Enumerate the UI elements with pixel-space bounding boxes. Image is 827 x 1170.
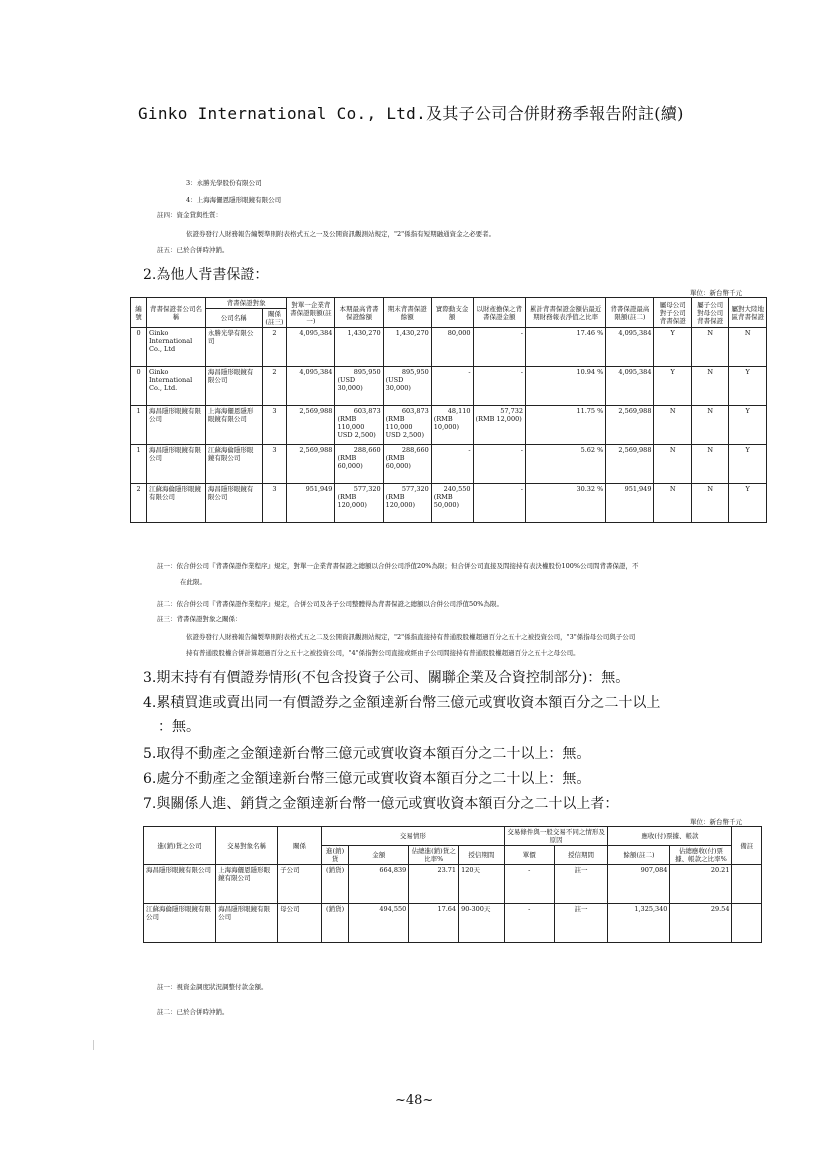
- section-2-title: 2.為他人背書保證：: [143, 267, 269, 283]
- cell-price: -: [504, 865, 554, 904]
- cell-limit-value: 2,569,988: [299, 446, 333, 454]
- cell-max_limit: [606, 484, 654, 523]
- cell-cn: [729, 406, 767, 445]
- cell-target-value: 永勝光學有限公司: [207, 329, 254, 345]
- cell-cn-value: N: [744, 329, 751, 337]
- cell-p2s: [654, 445, 691, 484]
- cell-max: [335, 328, 383, 367]
- col-max-limit: 背書保證最高限額(註二): [606, 298, 654, 328]
- col-type: 進(銷)貨: [321, 846, 348, 865]
- cell-s2p-value: N: [707, 368, 714, 376]
- cell-end-value: 603,873: [401, 407, 429, 415]
- col-credit2: 授信期間: [554, 846, 608, 865]
- cell-endorser-value: 江蘇海倫隱形眼鏡有限公司: [149, 485, 202, 501]
- cell-ratio-value: 5.62 %: [580, 446, 604, 454]
- cell-end-value: 288,660: [401, 446, 429, 454]
- cell-max-value: 603,873: [353, 407, 381, 415]
- cell-s2p: [691, 328, 728, 367]
- cell-s2p-value: N: [707, 485, 714, 493]
- col-remark: 備註: [732, 827, 762, 865]
- s7-note: 註一：視資金調度狀況調整付款金額。: [157, 983, 268, 991]
- cell-target: [205, 328, 262, 367]
- section-5: 5.取得不動產之金額達新台幣三億元或實收資本額百分之二十以上：無。: [143, 746, 591, 762]
- cell-actual-sub: (RMB 50,000): [433, 493, 460, 509]
- cell-ratio-value: 11.75 %: [576, 407, 604, 415]
- cell-ratio: [526, 445, 606, 484]
- cell-max: [335, 367, 383, 406]
- col-relation: 關係: [278, 827, 322, 865]
- cell-collateral: [473, 406, 525, 445]
- section-6: 6.處分不動產之金額達新台幣三億元或實收資本額百分之二十以上：無。: [143, 771, 591, 787]
- s2-note: 在此限。: [180, 578, 206, 586]
- cell-cn: [729, 328, 767, 367]
- cell-endorser: [147, 445, 206, 484]
- cell-p2s-value: N: [669, 407, 676, 415]
- col-endorser: 背書保證者公司名稱: [147, 298, 206, 328]
- cell-relation-value: 2: [272, 329, 277, 337]
- cell-max_limit-value: 4,095,384: [618, 368, 652, 376]
- col-pct: 佔總進(銷)貨之比率%: [409, 846, 459, 865]
- cell-max-value: 1,430,270: [347, 329, 381, 337]
- section-4-cont: ：無。: [158, 719, 200, 735]
- cell-bal_pct: 20.21: [670, 865, 732, 904]
- cell-end: [383, 484, 431, 523]
- col-mainland: 屬對大陸地區背書保證: [729, 298, 767, 328]
- cell-end-sub: (RMB 60,000): [385, 454, 411, 470]
- cell-collateral-value: 57,732: [500, 407, 523, 415]
- cell-ratio: [526, 328, 606, 367]
- col-bal-pct: 佔總應收(付)票據、帳款之比率%: [670, 846, 732, 865]
- cell-limit-value: 2,569,988: [299, 407, 333, 415]
- cell-max_limit: [606, 367, 654, 406]
- cell-s2p: [691, 367, 728, 406]
- unit-label: 單位：新台幣千元: [690, 289, 742, 297]
- col-no: 編號: [131, 298, 147, 328]
- title-en: Ginko International Co., Ltd.: [138, 104, 427, 123]
- cell-collateral-value: -: [520, 446, 523, 454]
- cell-no: [131, 406, 147, 445]
- cell-ratio-value: 10.94 %: [576, 368, 604, 376]
- col-company-name: 公司名稱: [205, 309, 262, 328]
- cell-actual-value: 80,000: [447, 329, 471, 337]
- col-buyer: 進(銷)貨之公司: [144, 827, 216, 865]
- cell-end-sub: (RMB 110,000 USD 2,500): [385, 415, 424, 439]
- cell-max: [335, 406, 383, 445]
- cell-max-sub: (RMB 60,000): [337, 454, 363, 470]
- col-credit: 授信期間: [459, 846, 505, 865]
- cell-endorser-value: Ginko International Co., Ltd: [149, 329, 193, 353]
- cell-p2s-value: N: [669, 446, 676, 454]
- cell-target: [205, 445, 262, 484]
- cell-no-value: 2: [136, 485, 141, 493]
- section-7: 7.與關係人進、銷貨之金額達新台幣一億元或實收資本額百分之二十以上者：: [143, 796, 619, 812]
- col-end-balance: 期末背書保證餘額: [383, 298, 431, 328]
- cell-bal: 1,325,340: [608, 904, 670, 943]
- related-party-table: [143, 826, 762, 943]
- cell-max_limit-value: 4,095,384: [618, 329, 652, 337]
- cell-target-value: 海昌隱形眼鏡有限公司: [207, 368, 254, 384]
- cell-credit2: 註一: [554, 904, 608, 943]
- cell-relation: [262, 406, 287, 445]
- cell-endorser: [147, 484, 206, 523]
- cell-amount: 664,839: [349, 865, 409, 904]
- s2-note: 持有普通股股權合併計算超過百分之五十之被投資公司，"4"係指對公司直接或經由子公司間接持有普通股股權超過百分之五十之母公司。: [186, 649, 580, 657]
- endorsement-table: [130, 297, 767, 523]
- cell-amount: 494,550: [349, 904, 409, 943]
- cell-relation-value: 3: [272, 485, 277, 493]
- cell-company: 江蘇海倫隱形眼鏡有限公司: [144, 904, 216, 943]
- cell-limit: [287, 445, 335, 484]
- cell-company: 海昌隱形眼鏡有限公司: [144, 865, 216, 904]
- title-zh: 及其子公司合併財務季報告附註(續): [426, 104, 684, 123]
- table-row: [131, 484, 767, 523]
- col-amount: 金額: [349, 846, 409, 865]
- cell-credit2: 註一: [554, 865, 608, 904]
- cell-s2p-value: N: [707, 407, 714, 415]
- cell-collateral-value: -: [520, 368, 523, 376]
- page-number: ~48~: [395, 1093, 434, 1108]
- cell-max: [335, 445, 383, 484]
- cell-target-value: 海昌隱形眼鏡有限公司: [207, 485, 254, 501]
- cell-target: [205, 484, 262, 523]
- cell-p2s-value: N: [669, 485, 676, 493]
- cell-max_limit: [606, 406, 654, 445]
- cell-s2p-value: N: [707, 329, 714, 337]
- section-3: 3.期末持有有價證券情形(不包含投資子公司、關聯企業及合資控制部分)：無。: [143, 670, 630, 686]
- cell-end-sub: (USD 30,000): [385, 376, 411, 392]
- cell-p2s: [654, 367, 691, 406]
- cell-target-value: 上海海儷恩隱形眼鏡有限公司: [207, 407, 254, 423]
- cell-no-value: 1: [136, 446, 141, 454]
- cell-bal_pct: 29.54: [670, 904, 732, 943]
- cell-type: (銷貨): [321, 865, 348, 904]
- cell-cn-value: Y: [745, 368, 750, 376]
- s2-note: 註三：背書保證對象之關係：: [157, 615, 242, 623]
- cell-price: -: [504, 904, 554, 943]
- cell-pct: 23.71: [409, 865, 459, 904]
- s2-note: 註二：依合併公司『背書保證作業程序』規定，合併公司及各子公司整體得為背書保證之總額以合併公司淨值50%為限。: [157, 600, 503, 608]
- table-row: [131, 367, 767, 406]
- cell-endorser: [147, 406, 206, 445]
- cell-cn-value: Y: [745, 485, 750, 493]
- cell-endorser-value: Ginko International Co., Ltd.: [149, 368, 193, 392]
- cell-remark: [732, 865, 762, 904]
- cell-credit: 90-300天: [459, 904, 505, 943]
- cell-p2s: [654, 484, 691, 523]
- cell-relation: [262, 445, 287, 484]
- cell-actual-sub: (RMB 10,000): [433, 415, 460, 431]
- cell-relation-value: 3: [272, 446, 277, 454]
- cell-max-sub: (RMB 120,000): [337, 493, 367, 509]
- cell-s2p-value: N: [707, 446, 714, 454]
- cell-end-sub: (RMB 120,000): [385, 493, 416, 509]
- cell-relation: [262, 367, 287, 406]
- col-collateral: 以財產擔保之背書保證金額: [473, 298, 525, 328]
- section-4: 4.累積買進或賣出同一有價證券之金額達新台幣三億元或實收資本額百分之二十以上: [143, 695, 661, 711]
- cell-limit-value: 951,949: [305, 485, 333, 493]
- col-ratio: 累計背書保證金額佔最近期財務報表淨值之比率: [526, 298, 606, 328]
- cell-party: 上海海儷恩隱形眼鏡有限公司: [216, 865, 278, 904]
- cell-collateral: [473, 445, 525, 484]
- table-row: [131, 445, 767, 484]
- cell-limit: [287, 367, 335, 406]
- cell-actual-value: -: [468, 446, 471, 454]
- cell-max-sub: (RMB 110,000 USD 2,500): [337, 415, 376, 439]
- s2-note: 依證券發行人財務報告編製準則附表格式五之二及公開資訊觀測站規定，"2"係指直接持有普通股股權超過百分之五十之被投資公司，"3"係指母公司與子公司: [186, 633, 636, 641]
- s7-note: 註二：已於合併時沖銷。: [157, 1008, 229, 1016]
- cell-credit: 120天: [459, 865, 505, 904]
- cell-cn: [729, 484, 767, 523]
- cell-relation-value: 2: [272, 368, 277, 376]
- cell-end: [383, 445, 431, 484]
- cell-p2s: [654, 328, 691, 367]
- cell-s2p: [691, 406, 728, 445]
- col-limit: 對單一企業背書保證限額(註一): [287, 298, 335, 328]
- cell-collateral-value: -: [520, 329, 523, 337]
- col-receivable: 應收(付)票據、帳款: [608, 827, 732, 846]
- cell-actual: [431, 445, 473, 484]
- cell-end-value: 1,430,270: [395, 329, 429, 337]
- cell-no: [131, 445, 147, 484]
- cell-no: [131, 328, 147, 367]
- cell-max_limit: [606, 328, 654, 367]
- cell-actual: [431, 367, 473, 406]
- cell-collateral: [473, 484, 525, 523]
- cell-cn-value: Y: [745, 407, 750, 415]
- cell-p2s-value: Y: [670, 329, 675, 337]
- cell-endorser-value: 海昌隱形眼鏡有限公司: [149, 407, 202, 423]
- cell-no-value: 1: [136, 407, 141, 415]
- cell-type: (銷貨): [321, 904, 348, 943]
- cell-actual: [431, 328, 473, 367]
- cell-no-value: 0: [136, 368, 141, 376]
- cell-actual: [431, 484, 473, 523]
- col-max-balance: 本期最高背書保證餘額: [335, 298, 383, 328]
- cell-collateral-sub: (RMB 12,000): [475, 415, 522, 423]
- cell-limit-value: 4,095,384: [299, 368, 333, 376]
- margin-mark: [93, 1040, 94, 1050]
- table-row: [144, 904, 762, 943]
- cell-remark: [732, 904, 762, 943]
- cell-ratio-value: 17.46 %: [576, 329, 604, 337]
- cell-end: [383, 367, 431, 406]
- intro-note: 4：上海海儷恩隱形眼鏡有限公司: [186, 196, 282, 204]
- cell-relation: [262, 484, 287, 523]
- cell-max-value: 577,320: [353, 485, 381, 493]
- cell-actual-value: 48,110: [447, 407, 471, 415]
- col-actual: 實際動支金額: [431, 298, 473, 328]
- cell-relation-value: 3: [272, 407, 277, 415]
- cell-endorser: [147, 367, 206, 406]
- col-parent-to-sub: 屬母公司對子公司背書保證: [654, 298, 691, 328]
- table-row: [131, 328, 767, 367]
- cell-relation: 子公司: [278, 865, 322, 904]
- cell-no: [131, 484, 147, 523]
- table-row: [144, 865, 762, 904]
- cell-actual-value: 240,550: [443, 485, 471, 493]
- cell-p2s-value: Y: [670, 368, 675, 376]
- cell-max_limit-value: 2,569,988: [618, 446, 652, 454]
- cell-max_limit-value: 2,569,988: [618, 407, 652, 415]
- cell-max-sub: (USD 30,000): [337, 376, 363, 392]
- cell-actual-value: -: [468, 368, 471, 376]
- cell-limit: [287, 484, 335, 523]
- col-bal: 餘額(註二): [608, 846, 670, 865]
- cell-ratio-value: 30.32 %: [576, 485, 604, 493]
- cell-end: [383, 406, 431, 445]
- intro-note: 註五：已於合併時沖銷。: [157, 246, 229, 254]
- cell-cn: [729, 367, 767, 406]
- cell-max: [335, 484, 383, 523]
- col-abnormal: 交易條件與一般交易不同之情形及原因: [504, 827, 608, 846]
- cell-limit: [287, 328, 335, 367]
- cell-no-value: 0: [136, 329, 141, 337]
- cell-collateral-value: -: [520, 485, 523, 493]
- cell-p2s: [654, 406, 691, 445]
- cell-ratio: [526, 367, 606, 406]
- cell-max_limit: [606, 445, 654, 484]
- cell-max-value: 288,660: [353, 446, 381, 454]
- col-relation: 關係(註三): [262, 309, 287, 328]
- cell-target: [205, 367, 262, 406]
- col-deal: 交易情形: [321, 827, 504, 846]
- cell-target-value: 江蘇海倫隱形眼鏡有限公司: [207, 446, 254, 462]
- cell-s2p: [691, 484, 728, 523]
- s2-note: 註一：依合併公司『背書保證作業程序』規定，對單一企業背書保證之總額以合併公司淨值20%為限；但合併公司直接及間接持有表決權股份100%公司間背書保證，不: [157, 562, 639, 570]
- col-sub-to-parent: 屬子公司對母公司背書保證: [691, 298, 728, 328]
- cell-collateral: [473, 367, 525, 406]
- cell-collateral: [473, 328, 525, 367]
- cell-pct: 17.64: [409, 904, 459, 943]
- table-row: [131, 406, 767, 445]
- intro-note: 註四：資金貸與性質：: [157, 211, 222, 219]
- cell-endorser: [147, 328, 206, 367]
- cell-actual: [431, 406, 473, 445]
- col-target-group: 背書保證對象: [205, 298, 286, 309]
- cell-end: [383, 328, 431, 367]
- cell-end-value: 895,950: [401, 368, 429, 376]
- intro-note: 3：永勝光學股份有限公司: [186, 179, 262, 187]
- cell-cn: [729, 445, 767, 484]
- cell-end-value: 577,320: [401, 485, 429, 493]
- cell-limit: [287, 406, 335, 445]
- intro-note: 依證券發行人財務報告編製準則附表格式五之一及公開資訊觀測站規定，"2"係指有短期融通資金之必要者。: [186, 230, 496, 238]
- cell-limit-value: 4,095,384: [299, 329, 333, 337]
- col-unit-price: 單價: [504, 846, 554, 865]
- cell-ratio: [526, 406, 606, 445]
- cell-bal: 907,084: [608, 865, 670, 904]
- cell-no: [131, 367, 147, 406]
- page-title: [138, 101, 684, 124]
- cell-relation: [262, 328, 287, 367]
- cell-party: 海昌隱形眼鏡有限公司: [216, 904, 278, 943]
- cell-max-value: 895,950: [353, 368, 381, 376]
- cell-ratio: [526, 484, 606, 523]
- cell-endorser-value: 海昌隱形眼鏡有限公司: [149, 446, 202, 462]
- cell-cn-value: Y: [745, 446, 750, 454]
- col-counterparty: 交易對象名稱: [216, 827, 278, 865]
- unit-label: 單位：新台幣千元: [690, 818, 742, 826]
- cell-max_limit-value: 951,949: [624, 485, 652, 493]
- cell-target: [205, 406, 262, 445]
- cell-relation: 母公司: [278, 904, 322, 943]
- cell-s2p: [691, 445, 728, 484]
